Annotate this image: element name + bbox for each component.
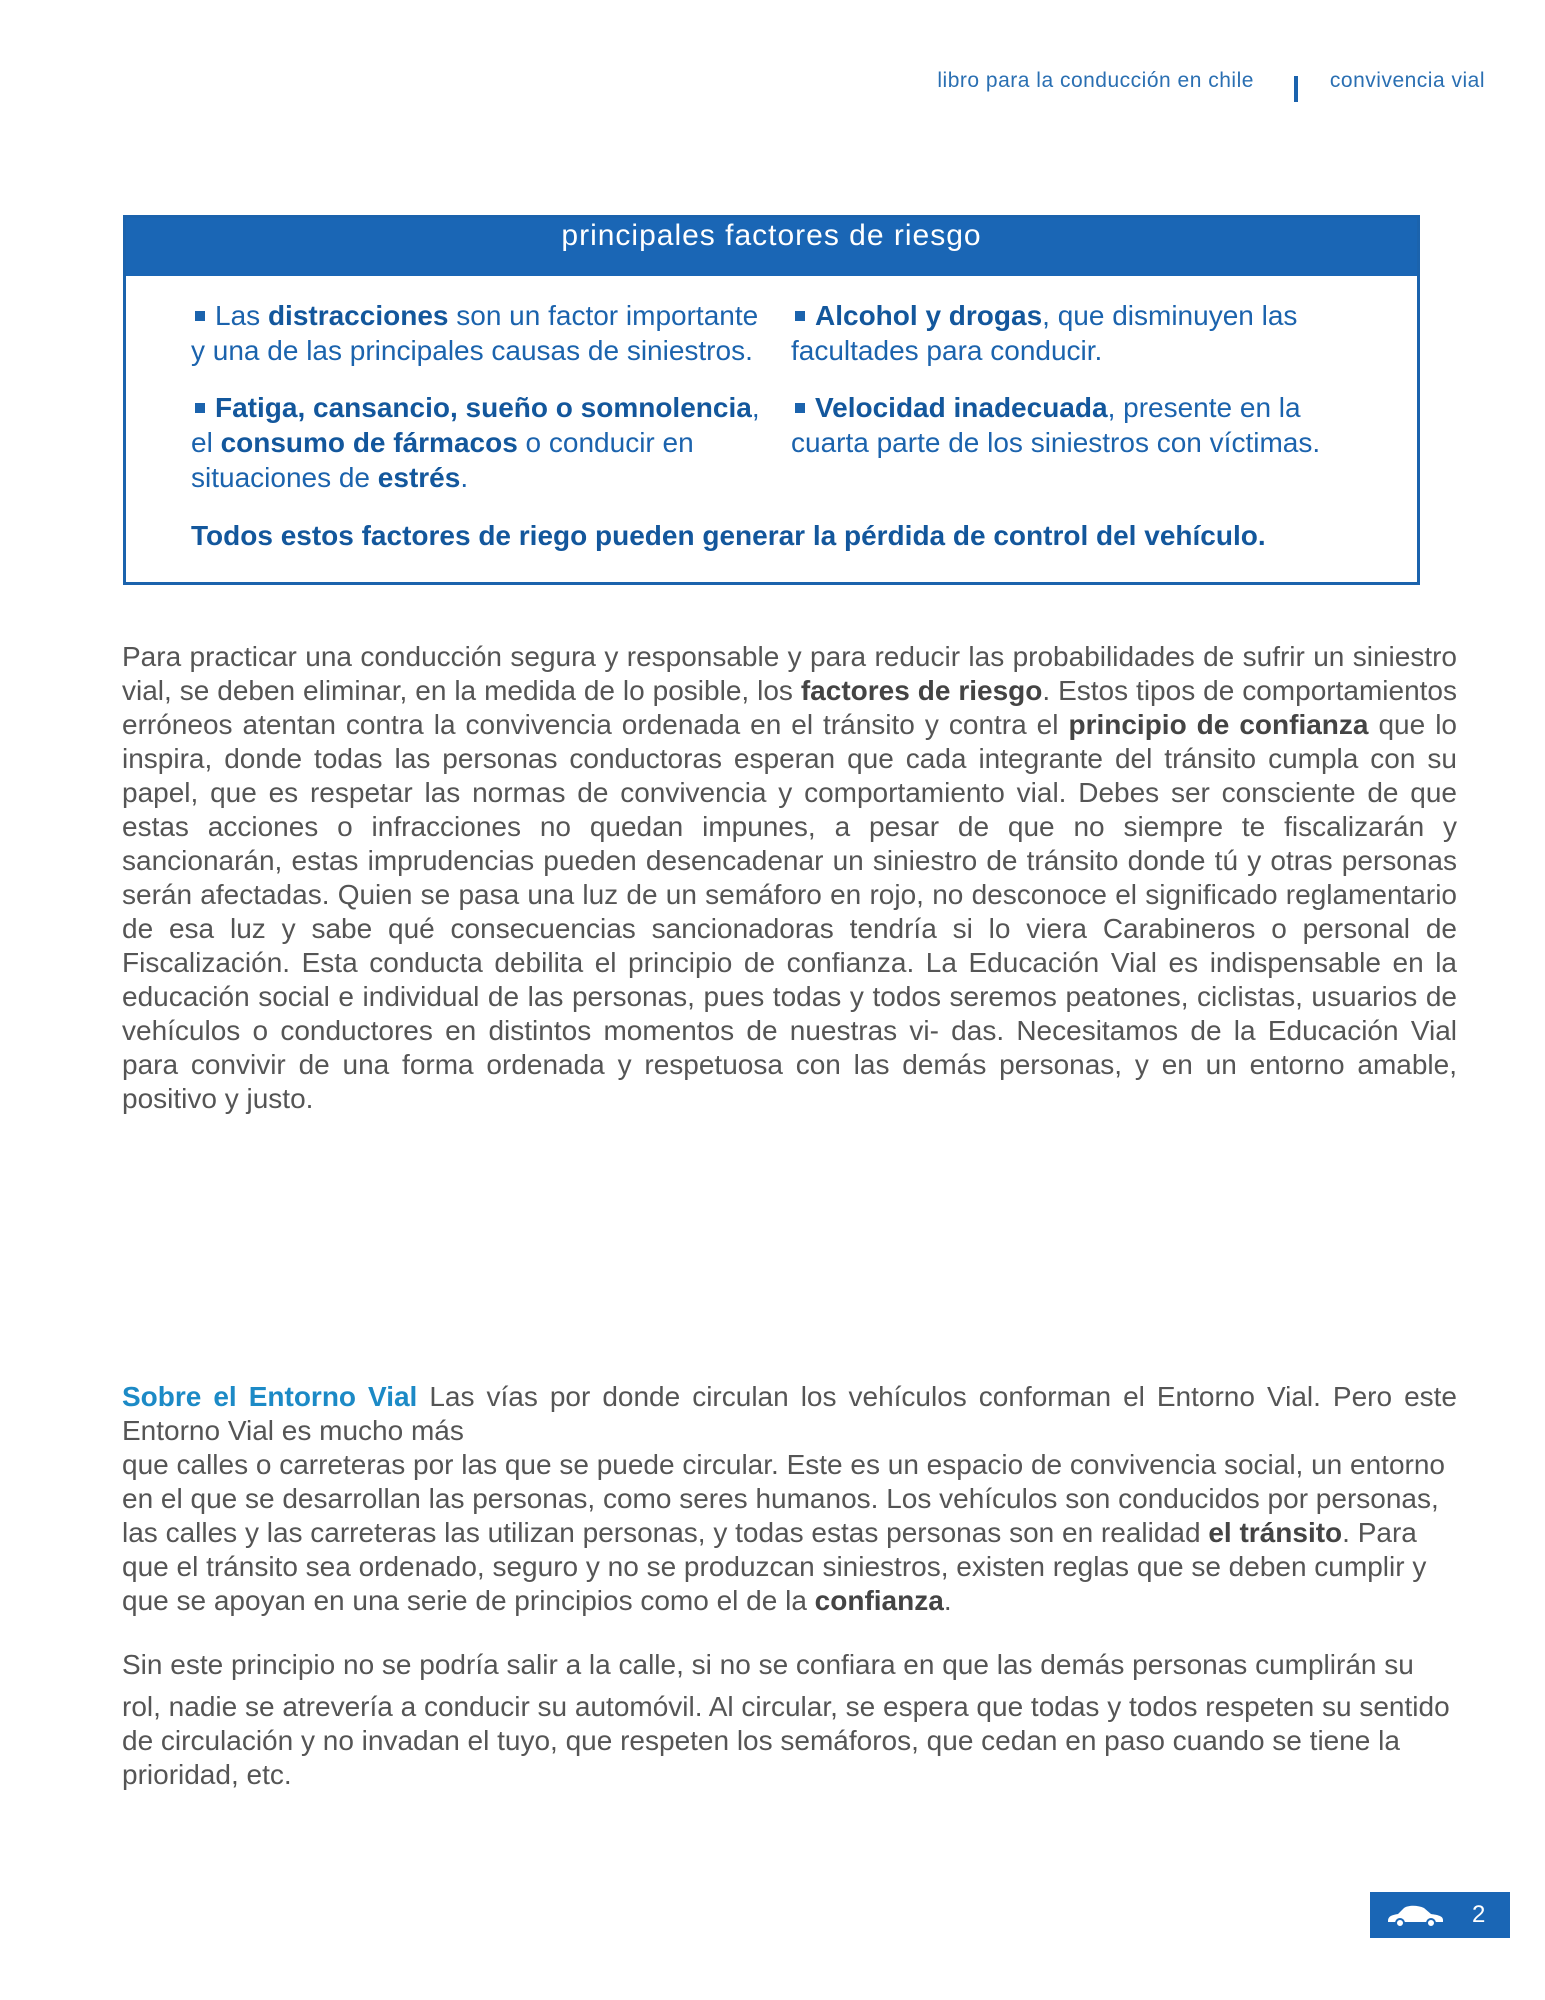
bullet-icon <box>195 403 205 413</box>
section-heading: Sobre el Entorno Vial <box>122 1381 418 1412</box>
risk-item-fatiga: Fatiga, cansancio, sueño o somnolencia, el consumo de fármacos o conducir en situaciones de estrés. <box>191 392 760 493</box>
principio-line1: Sin este principio no se podría salir a la calle, si no se confiara en que las demás personas cumplirán su <box>122 1649 1414 1680</box>
section-title: convivencia vial <box>1329 69 1485 92</box>
paragraph-entorno-vial <box>122 1380 1457 1618</box>
page-header <box>937 68 1485 94</box>
risk-box-title: principales factores de riesgo <box>126 218 1417 276</box>
paragraph-factores-riesgo: Para practicar una conducción segura y responsable y para reducir las probabilidades de sufrir un siniestro vial, se deben eliminar, en la medida de lo posible, los factores de riesgo. Estos tipos de comportamientos erróneos atentan contra la convivencia ordenada en el tránsito y contra el principio de confianza que lo inspira, donde todas las personas conductoras esperan que cada integrante del tránsito cumpla con su papel, que es respetar las normas de convivencia y comportamiento vial. Debes ser consciente de que estas acciones o infracciones no quedan impunes, a pesar de que no siempre te fiscalizarán y sancionarán, estas imprudencias pueden desencadenar un siniestro de tránsito donde tú y otras personas serán afectadas. Quien se pasa una luz de un semáforo en rojo, no desconoce el significado reglamentario de esa luz y sabe qué consecuencias sancionadoras tendría si lo viera Carabineros o personal de Fiscalización. Esta conducta debilita el principio de confianza. La Educación Vial es indispensable en la educación social e individual de las personas, pues todas y todos seremos peatones, ciclistas, usuarios de vehículos o conductores en distintos momentos de nuestras vi- das. Necesitamos de la Educación Vial para convivir de una forma ordenada y respetuosa con las demás personas, y en un entorno amable, positivo y justo. <box>122 641 1457 1114</box>
risk-conclusion: Todos estos factores de riego pueden generar la pérdida de control del vehículo. <box>191 520 1266 551</box>
risk-factors-list <box>191 298 1391 495</box>
header-divider <box>1294 76 1298 102</box>
entorno-vial-lead: Sobre el Entorno Vial Las vías por donde circulan los vehículos conforman el Entorno Vial. Pero este <box>122 1381 1458 1412</box>
entorno-vial-body: que calles o carreteras por las que se puede circular. Este es un espacio de convivencia social, un entorno en el que se desarrollan las personas, como seres humanos. Los vehículos son conducidos por personas, las calles y las carreteras las utilizan personas, y todas estas personas son en realidad el tránsito. Para que el tránsito sea ordenado, seguro y no se produzcan siniestros, existen reglas que se deben cumplir y que se apoyan en una serie de principios como el de la confianza. <box>122 1449 1445 1616</box>
bullet-icon <box>795 311 805 321</box>
paragraph-principio <box>122 1648 1457 1792</box>
car-icon <box>1384 1902 1446 1928</box>
principio-rest: rol, nadie se atrevería a conducir su automóvil. Al circular, se espera que todas y todos respeten su sentido de circulación y no invadan el tuyo, que respeten los semáforos, que cedan en paso cuando se tiene la prioridad, etc. <box>122 1691 1450 1790</box>
bullet-icon <box>795 403 805 413</box>
risk-item-alcohol: Alcohol y drogas, que disminuyen las facultades para conducir. <box>791 300 1298 366</box>
bullet-icon <box>195 311 205 321</box>
book-title: libro para la conducción en chile <box>937 69 1254 92</box>
risk-item-distracciones: Las distracciones son un factor importante y una de las principales causas de siniestros. <box>191 300 759 366</box>
page-number-badge <box>1370 1892 1510 1938</box>
risk-factors-box <box>123 215 1420 585</box>
page-number: 2 <box>1472 1901 1486 1928</box>
risk-item-velocidad: Velocidad inadecuada, presente en la cuarta parte de los siniestros con víctimas. <box>791 392 1321 458</box>
entorno-vial-line2: Entorno Vial es mucho más <box>122 1415 464 1446</box>
